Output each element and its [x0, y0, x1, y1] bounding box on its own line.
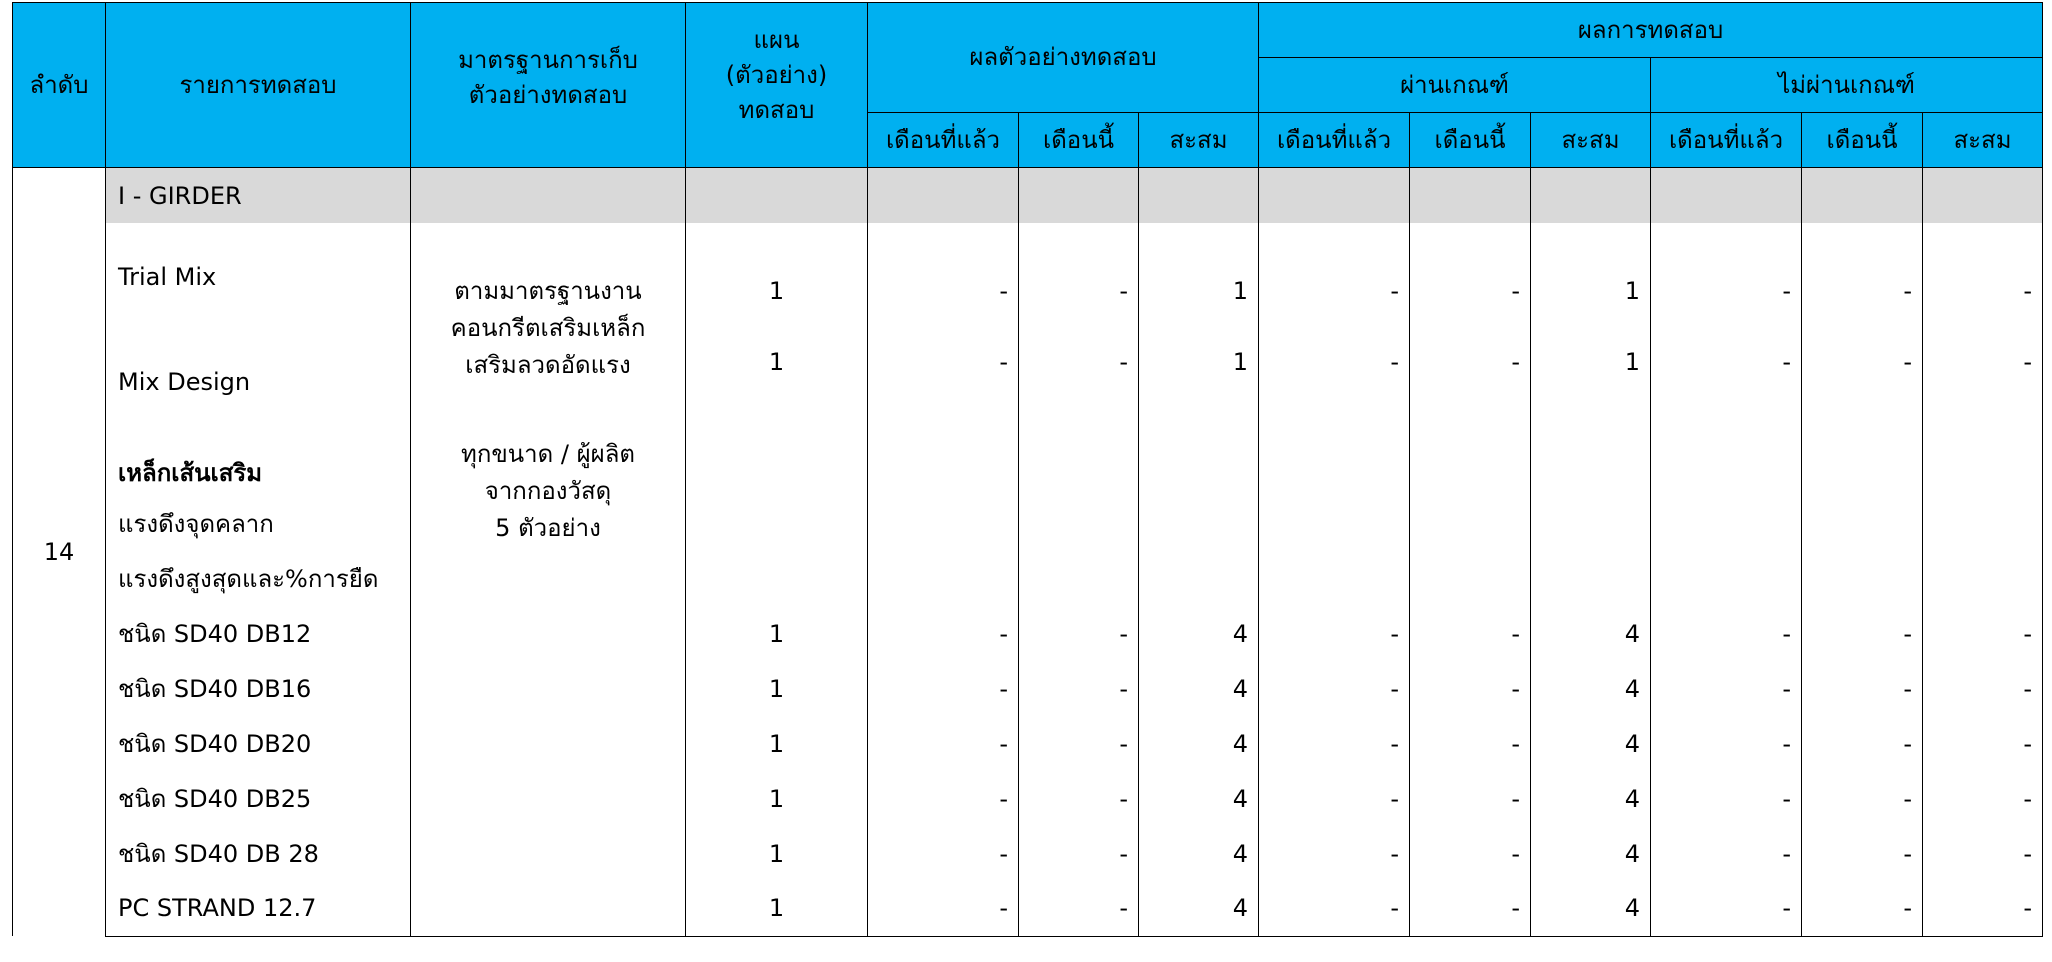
plan-cell: 1: [686, 881, 868, 936]
pass-this-cell: -: [1410, 661, 1531, 716]
standard-concrete: ตามมาตรฐานงาน คอนกรีตเสริมเหล็ก เสริมลวดอัดแรง: [411, 223, 686, 426]
row-name: ชนิด SD40 DB25: [106, 771, 411, 826]
table-row: [13, 551, 2043, 606]
header-seq: ลำดับ: [13, 3, 106, 168]
header-standard: มาตรฐานการเก็บ ตัวอย่างทดสอบ: [411, 3, 686, 168]
fail-last-cell: -: [1651, 223, 1802, 338]
row-name: ชนิด SD40 DB 28: [106, 826, 411, 881]
header-fail: ไม่ผ่านเกณฑ์: [1651, 58, 2043, 113]
pass-this-cell: -: [1410, 881, 1531, 936]
header-sample-this-month: เดือนนี้: [1019, 113, 1139, 168]
row-name: ชนิด SD40 DB20: [106, 716, 411, 771]
sample-this-cell: -: [1019, 826, 1139, 881]
fail-this-cell: -: [1802, 826, 1923, 881]
sample-this-cell: -: [1019, 716, 1139, 771]
sample-this-cell: -: [1019, 881, 1139, 936]
header-pass-this-month: เดือนนี้: [1410, 113, 1531, 168]
pass-cum-cell: 1: [1531, 338, 1651, 426]
pass-cum-cell: 4: [1531, 661, 1651, 716]
fail-last-cell: -: [1651, 826, 1802, 881]
header-fail-last-month: เดือนที่แล้ว: [1651, 113, 1802, 168]
fail-cum-cell: -: [1923, 661, 2043, 716]
table-row: [13, 716, 2043, 771]
pass-cum-cell: 4: [1531, 716, 1651, 771]
section-title: I - GIRDER: [106, 168, 411, 224]
fail-last-cell: -: [1651, 606, 1802, 661]
fail-this-cell: -: [1802, 606, 1923, 661]
header-pass: ผ่านเกณฑ์: [1259, 58, 1651, 113]
row-name: Mix Design: [106, 338, 411, 426]
sample-cum-cell: 1: [1139, 223, 1259, 338]
header-fail-cumulative: สะสม: [1923, 113, 2043, 168]
pass-cum-cell: 4: [1531, 826, 1651, 881]
pass-this-cell: -: [1410, 716, 1531, 771]
sample-last-cell: -: [868, 716, 1019, 771]
fail-cum-cell: -: [1923, 881, 2043, 936]
fail-cum-cell: -: [1923, 826, 2043, 881]
plan-cell: 1: [686, 826, 868, 881]
table-row: [13, 338, 2043, 426]
fail-cum-cell: -: [1923, 716, 2043, 771]
sample-this-cell: -: [1019, 606, 1139, 661]
test-results-table: [12, 2, 2043, 937]
table-row: [13, 661, 2043, 716]
fail-last-cell: -: [1651, 716, 1802, 771]
sample-this-cell: -: [1019, 661, 1139, 716]
pass-last-cell: -: [1259, 716, 1410, 771]
header-plan: แผน (ตัวอย่าง) ทดสอบ: [686, 3, 868, 168]
header-sample-results: ผลตัวอย่างทดสอบ: [868, 3, 1259, 113]
header-fail-this-month: เดือนนี้: [1802, 113, 1923, 168]
pass-last-cell: -: [1259, 606, 1410, 661]
sample-last-cell: -: [868, 881, 1019, 936]
sample-cum-cell: 4: [1139, 826, 1259, 881]
sample-last-cell: -: [868, 661, 1019, 716]
sample-this-cell: -: [1019, 771, 1139, 826]
pass-this-cell: -: [1410, 338, 1531, 426]
pass-last-cell: -: [1259, 881, 1410, 936]
test-results-table-container: [12, 2, 2042, 942]
row-name: ชนิด SD40 DB16: [106, 661, 411, 716]
row-name: ชนิด SD40 DB12: [106, 606, 411, 661]
fail-last-cell: -: [1651, 661, 1802, 716]
row-name: Trial Mix: [106, 223, 411, 338]
fail-this-cell: -: [1802, 881, 1923, 936]
table-row: [13, 606, 2043, 661]
header-item: รายการทดสอบ: [106, 3, 411, 168]
seq-number: 14: [13, 168, 106, 937]
pass-last-cell: -: [1259, 223, 1410, 338]
header-sample-cumulative: สะสม: [1139, 113, 1259, 168]
sample-cum-cell: 4: [1139, 661, 1259, 716]
pass-cum-cell: 4: [1531, 881, 1651, 936]
fail-last-cell: -: [1651, 338, 1802, 426]
pass-last-cell: -: [1259, 338, 1410, 426]
pass-last-cell: -: [1259, 771, 1410, 826]
header-pass-cumulative: สะสม: [1531, 113, 1651, 168]
plan-cell: 1: [686, 771, 868, 826]
sample-this-cell: -: [1019, 338, 1139, 426]
pass-cum-cell: 4: [1531, 771, 1651, 826]
pass-last-cell: -: [1259, 661, 1410, 716]
sample-cum-cell: 4: [1139, 606, 1259, 661]
fail-this-cell: -: [1802, 661, 1923, 716]
fail-this-cell: -: [1802, 716, 1923, 771]
row-name: แรงดึงสูงสุดและ%การยืด: [106, 551, 411, 606]
pass-cum-cell: 1: [1531, 223, 1651, 338]
plan-cell: 1: [686, 606, 868, 661]
pass-cum-cell: 4: [1531, 606, 1651, 661]
pass-this-cell: -: [1410, 606, 1531, 661]
sample-last-cell: -: [868, 606, 1019, 661]
sample-cum-cell: 4: [1139, 716, 1259, 771]
table-row: [13, 881, 2043, 936]
fail-cum-cell: -: [1923, 606, 2043, 661]
fail-this-cell: -: [1802, 223, 1923, 338]
standard-rebar: ทุกขนาด / ผู้ผลิต จากกองวัสดุ 5 ตัวอย่าง: [411, 426, 686, 606]
header-sample-last-month: เดือนที่แล้ว: [868, 113, 1019, 168]
fail-last-cell: -: [1651, 881, 1802, 936]
table-row: [13, 771, 2043, 826]
sample-cum-cell: 4: [1139, 771, 1259, 826]
fail-this-cell: -: [1802, 338, 1923, 426]
fail-cum-cell: -: [1923, 223, 2043, 338]
row-name: เหล็กเส้นเสริม: [106, 426, 411, 496]
fail-cum-cell: -: [1923, 338, 2043, 426]
fail-cum-cell: -: [1923, 771, 2043, 826]
header-test-results: ผลการทดสอบ: [1259, 3, 2043, 58]
sample-cum-cell: 4: [1139, 881, 1259, 936]
sample-last-cell: -: [868, 338, 1019, 426]
pass-this-cell: -: [1410, 771, 1531, 826]
sample-last-cell: -: [868, 771, 1019, 826]
pass-this-cell: -: [1410, 826, 1531, 881]
pass-this-cell: -: [1410, 223, 1531, 338]
plan-cell: 1: [686, 661, 868, 716]
table-row: [13, 223, 2043, 338]
row-name: PC STRAND 12.7: [106, 881, 411, 936]
table-row: [13, 426, 2043, 496]
pass-last-cell: -: [1259, 826, 1410, 881]
sample-last-cell: -: [868, 223, 1019, 338]
table-row: [13, 496, 2043, 551]
section-row: [13, 168, 2043, 224]
sample-cum-cell: 1: [1139, 338, 1259, 426]
table-row: [13, 826, 2043, 881]
sample-this-cell: -: [1019, 223, 1139, 338]
plan-cell: 1: [686, 223, 868, 338]
sample-last-cell: -: [868, 826, 1019, 881]
fail-last-cell: -: [1651, 771, 1802, 826]
header-pass-last-month: เดือนที่แล้ว: [1259, 113, 1410, 168]
row-name: แรงดึงจุดคลาก: [106, 496, 411, 551]
plan-cell: 1: [686, 338, 868, 426]
fail-this-cell: -: [1802, 771, 1923, 826]
plan-cell: 1: [686, 716, 868, 771]
